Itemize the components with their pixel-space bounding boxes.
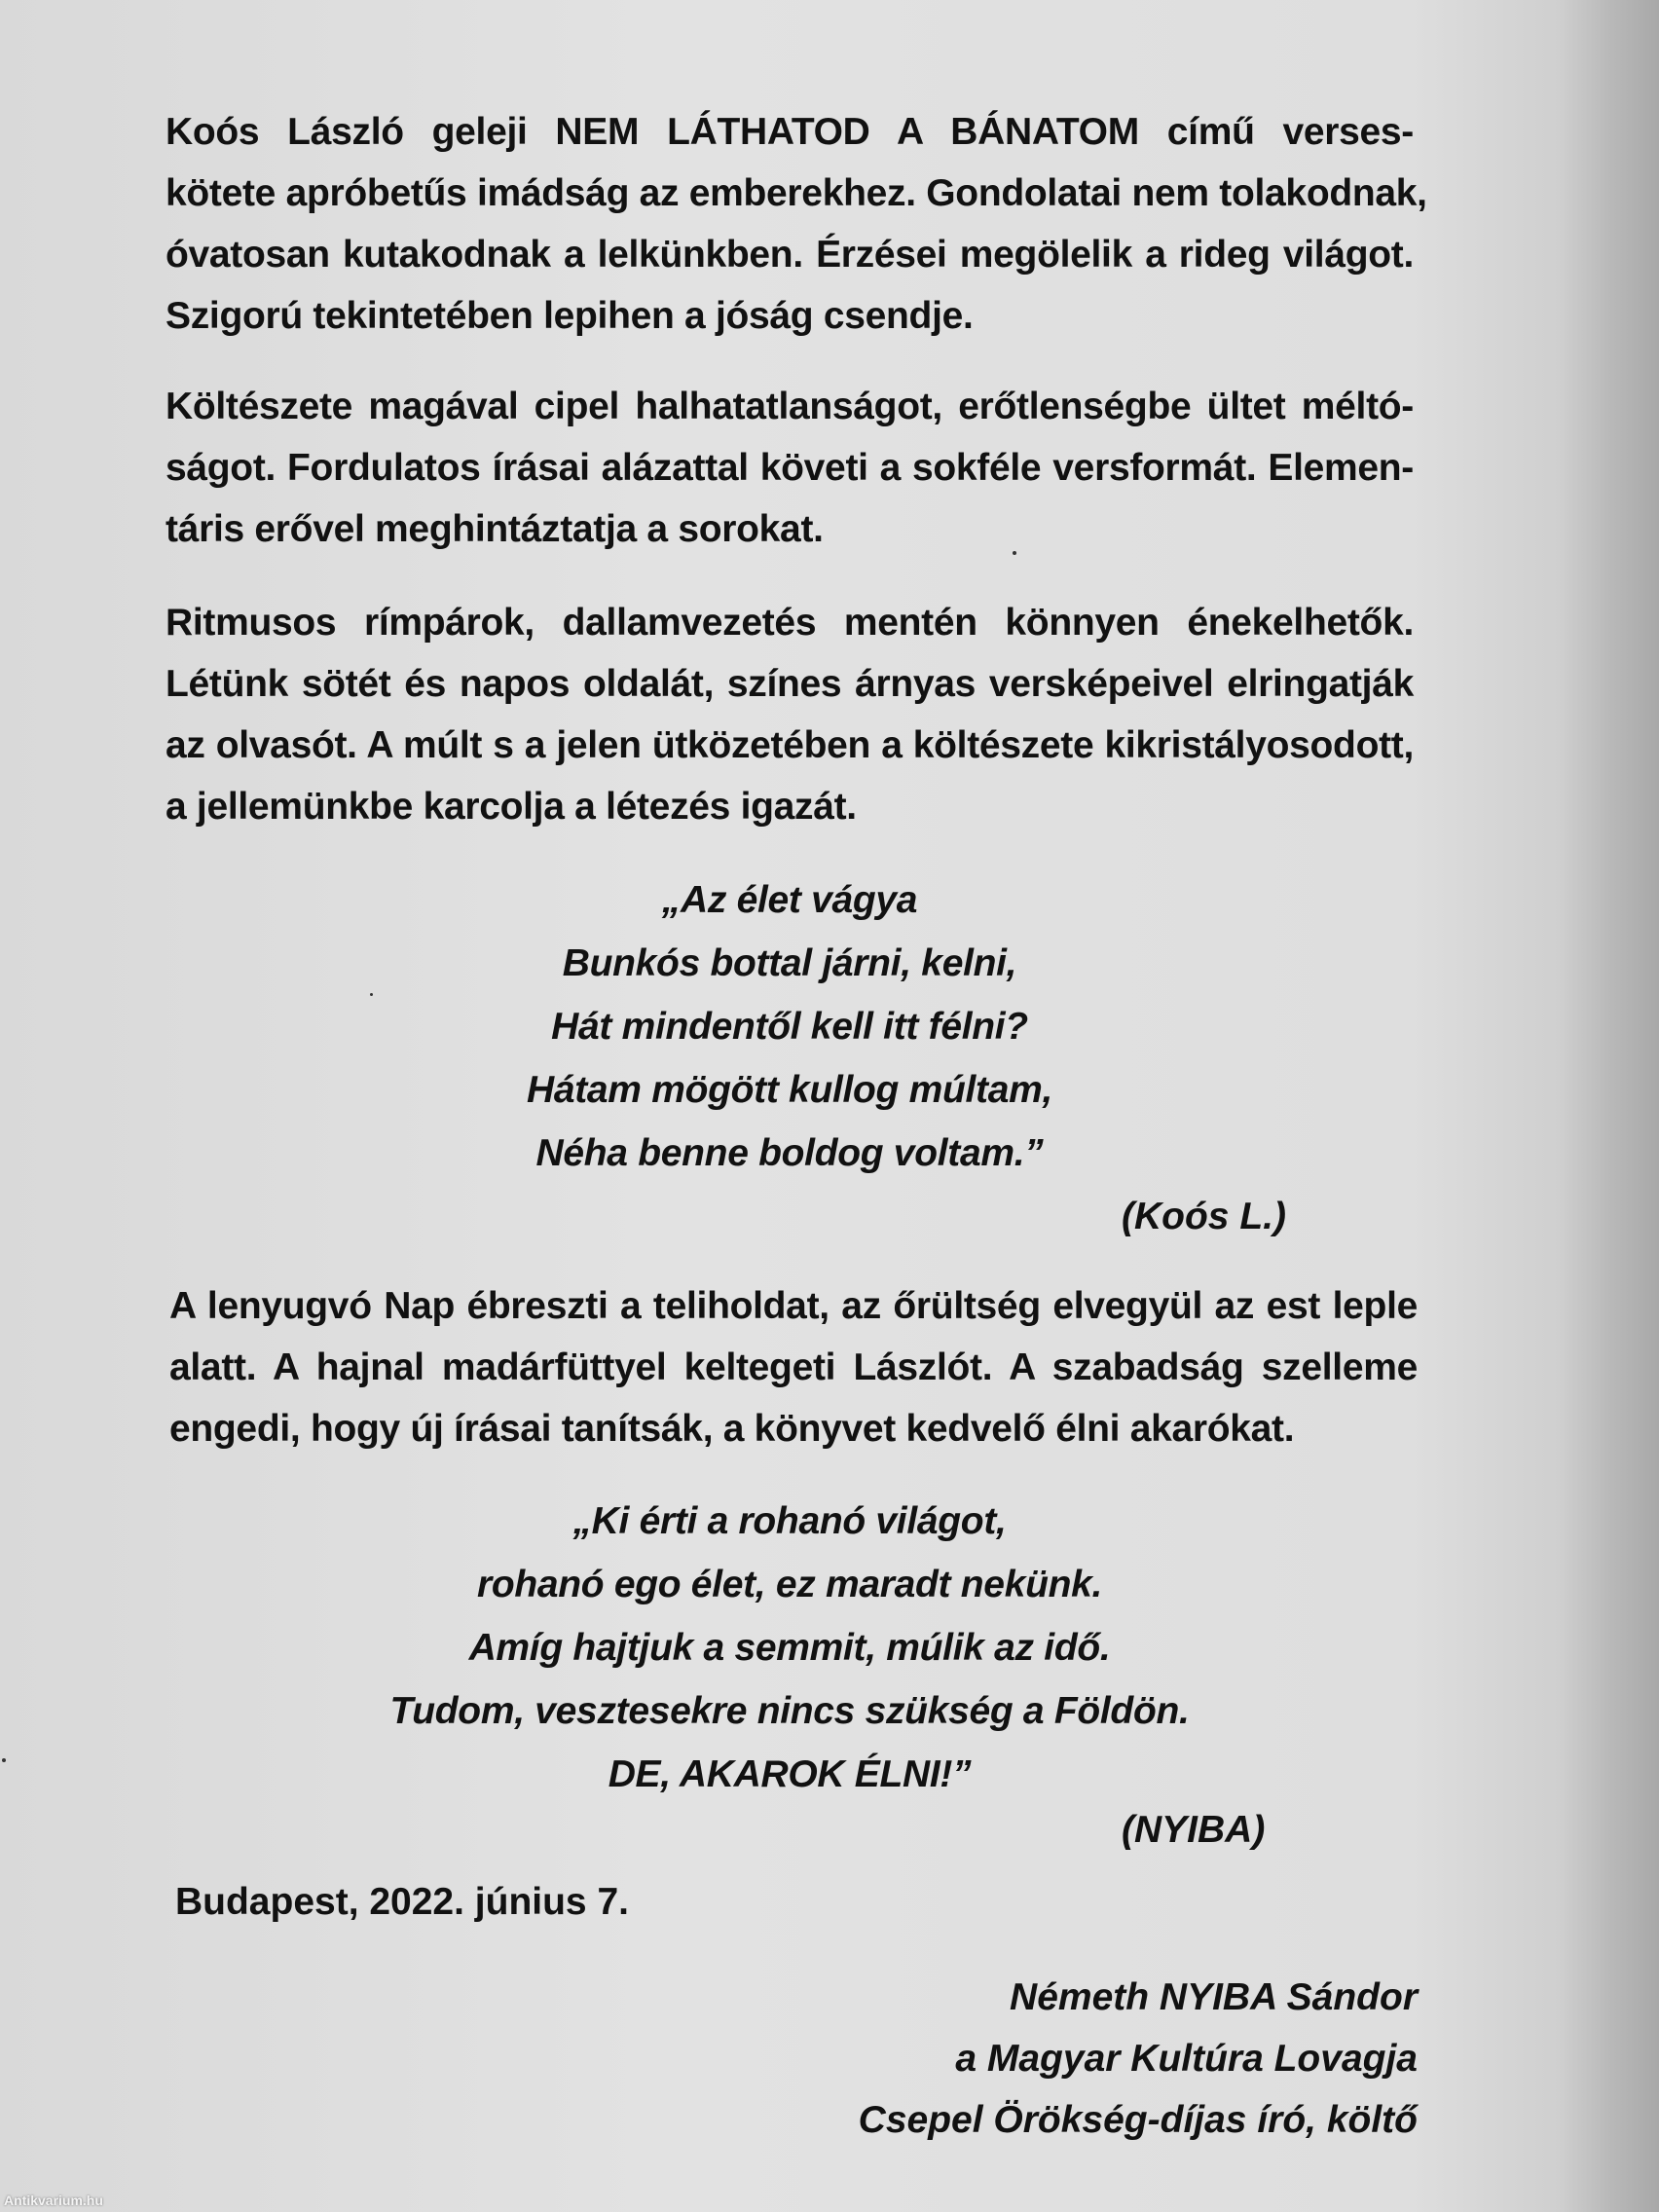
signature-block	[859, 1967, 1418, 2151]
poem-attribution: (Koós L.)	[1122, 1196, 1286, 1237]
paragraph-1	[166, 101, 1427, 347]
signature-name: Németh NYIBA Sándor	[1010, 1976, 1418, 2018]
poem-line: rohanó ego élet, ez maradt nekünk.	[476, 1564, 1103, 1605]
poem-line: Bunkós bottal járni, kelni,	[562, 942, 1017, 984]
dust-speck	[2, 1758, 6, 1762]
poem-line: „Ki érti a rohanó világot,	[572, 1500, 1007, 1542]
watermark: Antikvarium.hu	[4, 2193, 103, 2208]
paragraph-line: az olvasót. A múlt s a jelen ütközetében a költészete kikristályosodott,	[166, 724, 1414, 766]
paragraph-line: Koós László geleji NEM LÁTHATOD A BÁNATOM című verses-	[166, 111, 1414, 153]
dateline: Budapest, 2022. június 7.	[175, 1881, 629, 1923]
paragraph-line: ságot. Fordulatos írásai alázattal követi a sokféle versformát. Elemen-	[166, 447, 1414, 489]
signature-title: Csepel Örökség-díjas író, költő	[858, 2099, 1418, 2141]
paragraph-line: A lenyugvó Nap ébreszti a teliholdat, az őrültség elvegyül az est leple	[169, 1285, 1418, 1327]
paragraph-line: alatt. A hajnal madárfüttyel keltegeti Lászlót. A szabadság szelleme	[169, 1346, 1418, 1388]
poem-line: Amíg hajtjuk a semmit, múlik az idő.	[468, 1627, 1111, 1669]
paragraph-3	[166, 592, 1414, 837]
dust-speck	[370, 993, 373, 996]
paragraph-2	[166, 376, 1414, 560]
paragraph-line: kötete apróbetűs imádság az emberekhez. Gondolatai nem tolakodnak,	[166, 172, 1427, 214]
poem-line: Néha benne boldog voltam.”	[535, 1132, 1044, 1174]
poem-2	[166, 1490, 1414, 1806]
paragraph-line: táris erővel meghintáztatja a sorokat.	[166, 508, 824, 550]
paragraph-line: Létünk sötét és napos oldalát, színes árnyas versképeivel elringatják	[166, 663, 1414, 705]
signature-title: a Magyar Kultúra Lovagja	[955, 2038, 1418, 2080]
poem-line: DE, AKAROK ÉLNI!”	[608, 1753, 972, 1795]
paragraph-line: engedi, hogy új írásai tanítsák, a könyvet kedvelő élni akarókat.	[169, 1408, 1295, 1450]
paragraph-line: Ritmusos rímpárok, dallamvezetés mentén könnyen énekelhetők.	[166, 602, 1414, 644]
poem-1	[166, 868, 1414, 1185]
paragraph-line: a jellemünkbe karcolja a létezés igazát.	[166, 786, 857, 828]
paragraph-line: Szigorú tekintetében lepihen a jóság csendje.	[166, 295, 974, 337]
poem-line: Hát mindentől kell itt félni?	[551, 1006, 1028, 1048]
paragraph-line: Költészete magával cipel halhatatlanságot, erőtlenségbe ültet méltó-	[166, 386, 1414, 427]
poem-line: Tudom, vesztesekre nincs szükség a Földön.	[389, 1690, 1190, 1732]
paragraph-line: óvatosan kutakodnak a lelkünkben. Érzései megölelik a rideg világot.	[166, 234, 1414, 276]
dust-speck	[1013, 551, 1016, 555]
paragraph-4	[169, 1275, 1418, 1459]
poem-line: „Az élet vágya	[661, 879, 918, 921]
poem-attribution: (NYIBA)	[1122, 1809, 1266, 1851]
poem-line: Hátam mögött kullog múltam,	[526, 1069, 1053, 1111]
